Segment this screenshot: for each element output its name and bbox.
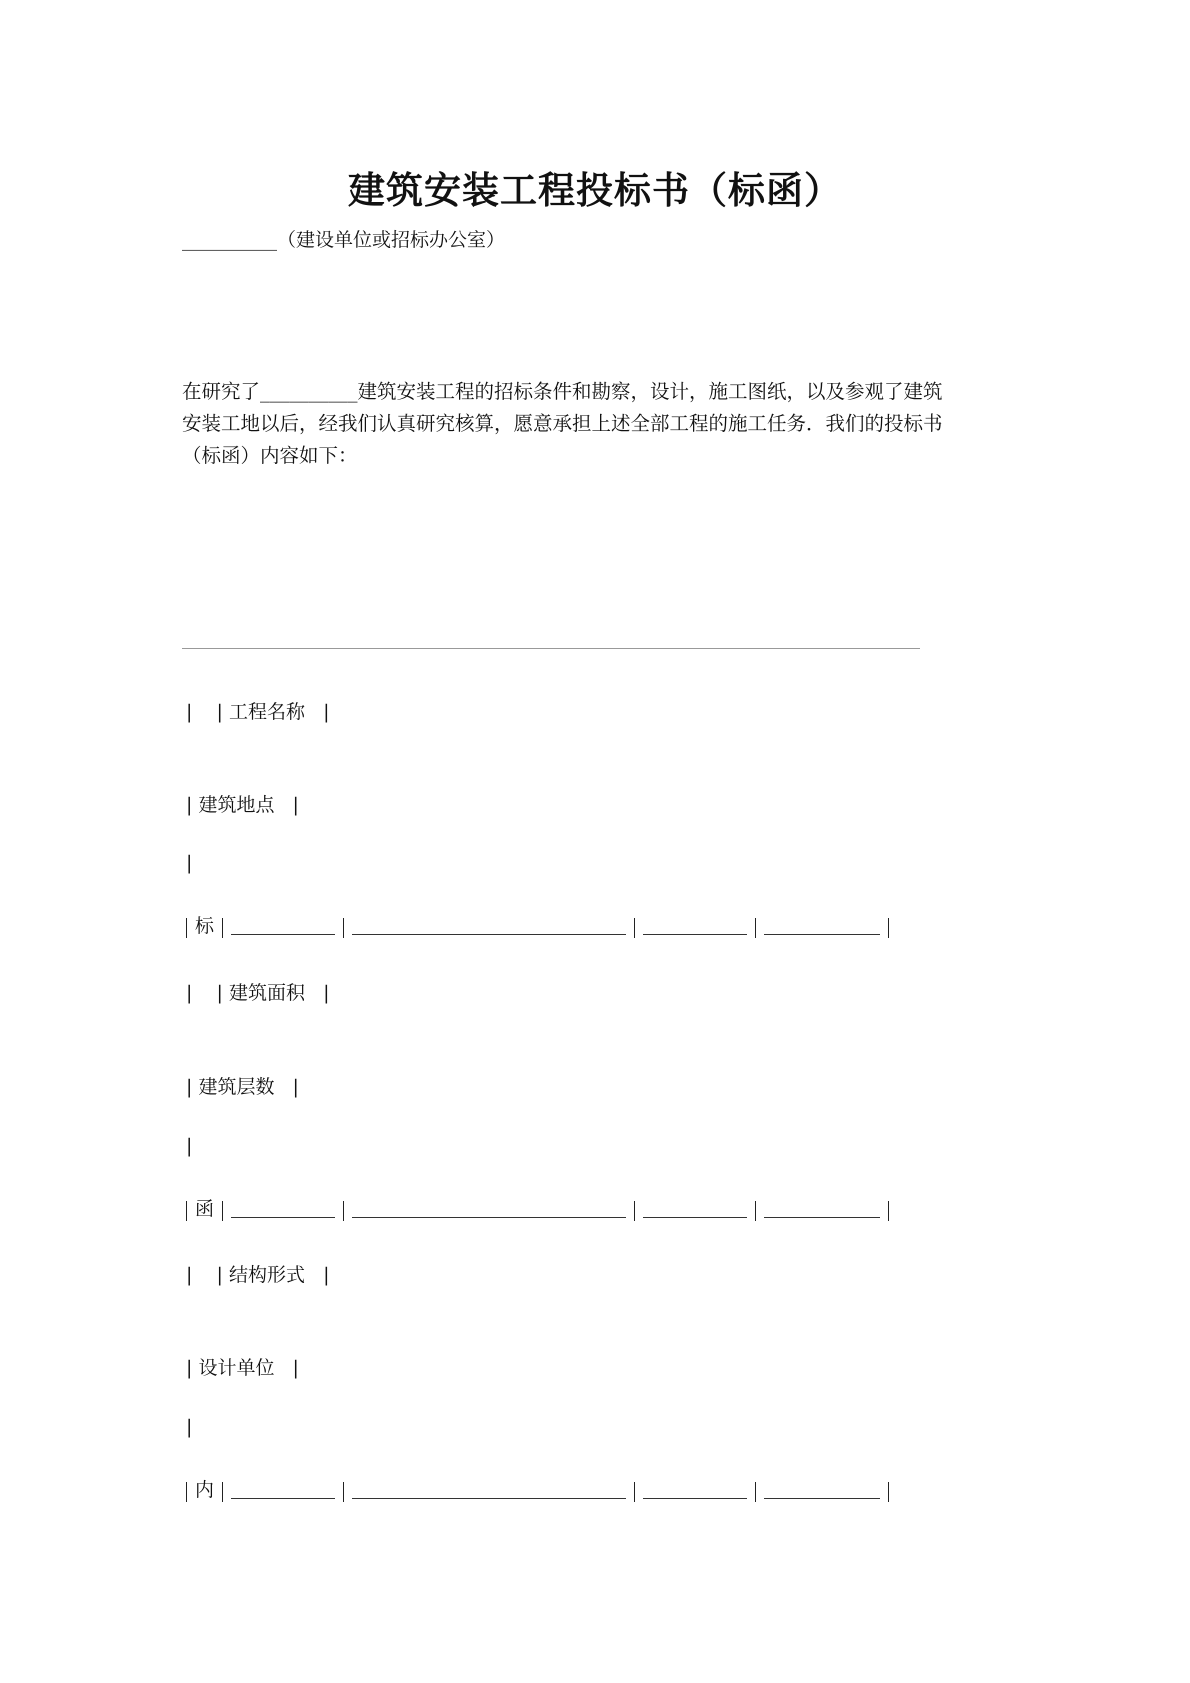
column-separator	[186, 1201, 187, 1221]
form-row-bar: |	[186, 1416, 193, 1438]
blank-field	[231, 1497, 335, 1499]
row-marker: 函	[195, 1198, 215, 1220]
blank-field	[643, 933, 747, 935]
blank-field	[231, 1216, 335, 1218]
addressee-label: （建设单位或招标办公室）	[277, 229, 506, 251]
blank-field	[352, 933, 626, 935]
column-separator	[634, 1201, 635, 1221]
column-separator	[343, 918, 344, 938]
form-grid-row-nei	[186, 1478, 897, 1502]
blank-field	[643, 1216, 747, 1218]
form-grid-row-biao	[186, 914, 897, 938]
blank-field	[352, 1216, 626, 1218]
blank-field	[764, 1216, 880, 1218]
section-divider	[182, 648, 920, 649]
column-separator	[888, 1201, 889, 1221]
column-separator	[222, 1201, 223, 1221]
form-row-designer: | 设计单位 |	[186, 1357, 299, 1379]
column-separator	[755, 918, 756, 938]
column-separator	[755, 1201, 756, 1221]
column-separator	[634, 918, 635, 938]
column-separator	[888, 918, 889, 938]
form-row-structure: | | 结构形式 |	[186, 1264, 330, 1286]
blank-field	[764, 933, 880, 935]
column-separator	[343, 1201, 344, 1221]
row-marker: 内	[195, 1479, 215, 1501]
blank-field	[352, 1497, 626, 1499]
form-row-location: | 建筑地点 |	[186, 794, 299, 816]
column-separator	[186, 1482, 187, 1502]
form-row-floors: | 建筑层数 |	[186, 1076, 299, 1098]
intro-line: 安装工地以后，经我们认真研究核算，愿意承担上述全部工程的施工任务．我们的投标书	[182, 412, 943, 435]
form-row-bar: |	[186, 852, 193, 874]
addressee-line	[182, 225, 505, 252]
blank-field	[643, 1497, 747, 1499]
column-separator	[222, 918, 223, 938]
form-row-project-name: | | 工程名称 |	[186, 701, 330, 723]
row-marker: 标	[195, 915, 215, 937]
form-grid-row-han	[186, 1197, 897, 1221]
column-separator	[888, 1482, 889, 1502]
column-separator	[755, 1482, 756, 1502]
intro-paragraph	[182, 376, 1022, 472]
intro-line: （标函）内容如下：	[182, 444, 358, 467]
column-separator	[343, 1482, 344, 1502]
column-separator	[186, 918, 187, 938]
document-title: 建筑安装工程投标书（标函）	[348, 168, 842, 212]
column-separator	[222, 1482, 223, 1502]
blank-field	[231, 933, 335, 935]
addressee-blank: __________	[182, 229, 277, 251]
blank-field	[764, 1497, 880, 1499]
column-separator	[634, 1482, 635, 1502]
form-row-floor-area: | | 建筑面积 |	[186, 982, 330, 1004]
intro-line: 在研究了__________建筑安装工程的招标条件和勘察，设计，施工图纸，以及参观了建筑	[182, 380, 943, 403]
form-row-bar: |	[186, 1135, 193, 1157]
